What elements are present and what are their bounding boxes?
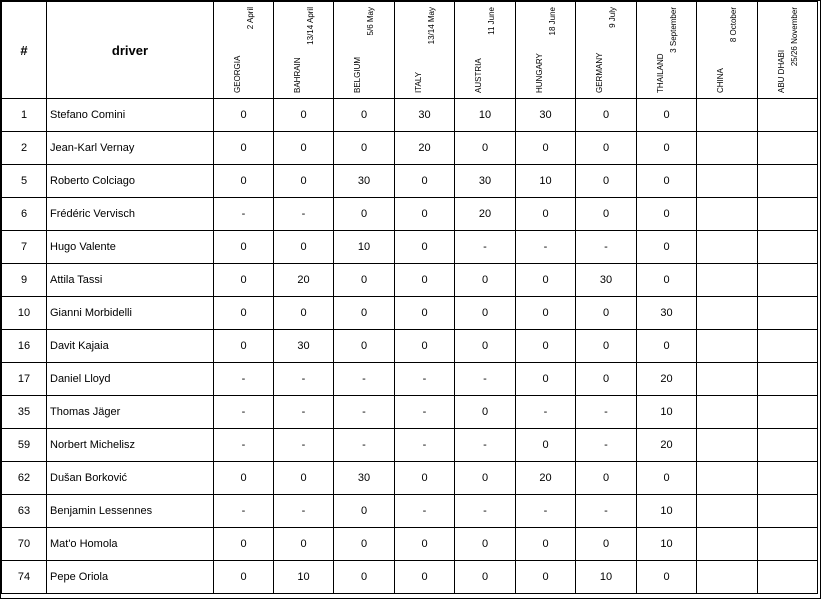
header-round	[758, 2, 818, 99]
points-cell: 0	[395, 462, 455, 495]
points-cell: 0	[214, 561, 274, 594]
round-country: AUSTRIA	[474, 58, 483, 93]
driver-name: Norbert Michelisz	[47, 429, 214, 462]
points-cell: 20	[274, 264, 334, 297]
points-cell: 20	[455, 198, 516, 231]
points-cell: 0	[576, 132, 637, 165]
points-cell: -	[455, 231, 516, 264]
header-number: #	[2, 2, 47, 99]
points-cell: 0	[576, 462, 637, 495]
driver-name: Stefano Comini	[47, 99, 214, 132]
header-round	[516, 2, 576, 99]
points-cell: 30	[274, 330, 334, 363]
points-cell: -	[576, 495, 637, 528]
points-cell	[758, 462, 818, 495]
driver-number: 10	[2, 297, 47, 330]
driver-name: Roberto Colciago	[47, 165, 214, 198]
points-cell: -	[455, 495, 516, 528]
points-cell: 0	[214, 330, 274, 363]
round-country: CHINA	[716, 68, 725, 93]
points-cell: 0	[637, 198, 697, 231]
points-cell	[758, 495, 818, 528]
standings-body	[2, 99, 818, 594]
driver-number: 16	[2, 330, 47, 363]
round-date: 11 June	[487, 7, 496, 35]
points-cell	[697, 462, 758, 495]
round-country: ABU DHABI	[776, 49, 786, 93]
driver-name: Dušan Borković	[47, 462, 214, 495]
points-cell: 0	[214, 264, 274, 297]
points-cell: 0	[334, 528, 395, 561]
points-cell: -	[334, 363, 395, 396]
round-label	[533, 7, 559, 93]
points-cell: 10	[637, 528, 697, 561]
points-cell: 0	[334, 132, 395, 165]
points-cell: -	[516, 396, 576, 429]
points-cell: -	[395, 396, 455, 429]
driver-number: 62	[2, 462, 47, 495]
points-cell: 0	[274, 165, 334, 198]
driver-name: Frédéric Vervisch	[47, 198, 214, 231]
header-round	[395, 2, 455, 99]
round-label	[412, 7, 438, 93]
points-cell: -	[576, 429, 637, 462]
driver-number: 2	[2, 132, 47, 165]
table-row	[2, 561, 818, 594]
points-cell: -	[395, 429, 455, 462]
points-cell: 0	[214, 132, 274, 165]
points-cell	[697, 495, 758, 528]
points-cell	[697, 297, 758, 330]
points-cell: 0	[274, 99, 334, 132]
points-cell: 0	[637, 264, 697, 297]
points-cell	[758, 99, 818, 132]
points-cell: 0	[576, 363, 637, 396]
points-cell: 0	[395, 528, 455, 561]
points-cell: 0	[455, 264, 516, 297]
round-country: GEORGIA	[232, 55, 242, 93]
points-cell: 0	[637, 99, 697, 132]
round-date: 13/14 April	[305, 7, 315, 45]
points-cell: 10	[274, 561, 334, 594]
driver-name: Jean-Karl Vernay	[47, 132, 214, 165]
points-cell: -	[334, 429, 395, 462]
points-cell: 0	[455, 396, 516, 429]
points-cell: 0	[214, 99, 274, 132]
points-cell: 0	[576, 99, 637, 132]
header-driver: driver	[47, 2, 214, 99]
round-label	[714, 7, 740, 93]
round-date: 8 October	[729, 7, 738, 43]
points-cell: -	[576, 231, 637, 264]
points-cell	[697, 165, 758, 198]
points-cell: -	[516, 495, 576, 528]
table-row	[2, 363, 818, 396]
points-cell: 0	[516, 528, 576, 561]
points-cell: 0	[637, 330, 697, 363]
table-row	[2, 396, 818, 429]
points-cell: 0	[274, 231, 334, 264]
points-cell: 0	[516, 264, 576, 297]
points-cell: -	[274, 198, 334, 231]
points-cell: -	[214, 495, 274, 528]
points-cell: 10	[334, 231, 395, 264]
round-label	[654, 7, 680, 93]
table-row	[2, 132, 818, 165]
points-cell: 0	[334, 561, 395, 594]
points-cell: 0	[274, 528, 334, 561]
points-cell: 0	[395, 231, 455, 264]
points-cell	[758, 297, 818, 330]
round-country: HUNGARY	[534, 53, 544, 93]
points-cell: 0	[334, 330, 395, 363]
points-cell: 30	[334, 462, 395, 495]
points-cell: 0	[516, 330, 576, 363]
points-cell	[697, 99, 758, 132]
points-cell	[758, 396, 818, 429]
points-cell: -	[395, 495, 455, 528]
points-cell: 0	[516, 363, 576, 396]
points-cell: 30	[395, 99, 455, 132]
points-cell	[758, 429, 818, 462]
points-cell: 0	[637, 231, 697, 264]
points-cell	[697, 231, 758, 264]
points-cell: 20	[516, 462, 576, 495]
table-row	[2, 297, 818, 330]
points-cell: -	[455, 429, 516, 462]
round-country: THAILAND	[655, 53, 665, 93]
driver-number: 63	[2, 495, 47, 528]
driver-number: 70	[2, 528, 47, 561]
points-cell	[758, 528, 818, 561]
points-cell: 0	[637, 132, 697, 165]
points-cell: -	[274, 495, 334, 528]
driver-number: 35	[2, 396, 47, 429]
points-cell: 0	[455, 297, 516, 330]
table-row	[2, 99, 818, 132]
driver-number: 6	[2, 198, 47, 231]
points-cell: 20	[637, 429, 697, 462]
points-cell	[697, 429, 758, 462]
points-cell: 0	[274, 462, 334, 495]
points-cell	[697, 561, 758, 594]
points-cell: 30	[637, 297, 697, 330]
round-date: 3 September	[668, 7, 678, 53]
points-cell: 10	[576, 561, 637, 594]
round-date: 9 July	[608, 7, 617, 28]
points-cell: -	[214, 429, 274, 462]
points-cell: 0	[214, 231, 274, 264]
header-row	[2, 2, 818, 99]
driver-number: 59	[2, 429, 47, 462]
points-cell	[697, 396, 758, 429]
round-label	[291, 7, 317, 93]
points-cell: 30	[455, 165, 516, 198]
table-row	[2, 495, 818, 528]
round-country: BELGIUM	[353, 56, 362, 93]
points-cell: -	[576, 396, 637, 429]
round-date: 5/6 May	[366, 7, 375, 36]
points-cell: 0	[214, 462, 274, 495]
points-cell	[697, 528, 758, 561]
driver-number: 74	[2, 561, 47, 594]
points-cell: 0	[274, 297, 334, 330]
points-cell: 0	[395, 264, 455, 297]
points-cell	[697, 132, 758, 165]
round-date: 18 June	[547, 7, 557, 36]
round-country: BAHRAIN	[292, 57, 302, 93]
points-cell: -	[214, 363, 274, 396]
driver-name: Benjamin Lessennes	[47, 495, 214, 528]
points-cell: 0	[576, 198, 637, 231]
points-cell: 10	[516, 165, 576, 198]
round-label	[593, 7, 619, 93]
points-cell: 0	[516, 132, 576, 165]
points-cell: 30	[334, 165, 395, 198]
driver-name: Pepe Oriola	[47, 561, 214, 594]
points-cell: -	[274, 429, 334, 462]
points-cell: 20	[637, 363, 697, 396]
table-row	[2, 198, 818, 231]
points-cell	[758, 132, 818, 165]
points-cell: 0	[576, 330, 637, 363]
points-cell: -	[214, 198, 274, 231]
points-cell: 0	[334, 495, 395, 528]
points-cell: 0	[576, 297, 637, 330]
header-round	[637, 2, 697, 99]
driver-name: Thomas Jäger	[47, 396, 214, 429]
header-round	[455, 2, 516, 99]
table-row	[2, 330, 818, 363]
points-cell: 0	[214, 165, 274, 198]
driver-number: 17	[2, 363, 47, 396]
points-cell: -	[274, 363, 334, 396]
points-cell: 0	[395, 330, 455, 363]
driver-name: Hugo Valente	[47, 231, 214, 264]
points-cell: 0	[576, 528, 637, 561]
table-row	[2, 165, 818, 198]
points-cell: 0	[455, 462, 516, 495]
points-cell	[697, 330, 758, 363]
points-cell: 0	[274, 132, 334, 165]
points-cell: -	[274, 396, 334, 429]
round-country: ITALY	[413, 71, 423, 93]
points-cell	[758, 165, 818, 198]
points-cell: 0	[516, 561, 576, 594]
header-round	[576, 2, 637, 99]
points-cell	[758, 264, 818, 297]
points-cell: 0	[455, 132, 516, 165]
table-row	[2, 231, 818, 264]
table-row	[2, 462, 818, 495]
round-date: 25/26 November	[789, 7, 799, 67]
round-label	[775, 7, 801, 93]
driver-name: Attila Tassi	[47, 264, 214, 297]
points-cell	[697, 198, 758, 231]
driver-number: 5	[2, 165, 47, 198]
points-cell: 0	[334, 297, 395, 330]
points-cell: 0	[214, 528, 274, 561]
points-cell: 0	[576, 165, 637, 198]
table-row	[2, 528, 818, 561]
driver-number: 9	[2, 264, 47, 297]
points-cell: 0	[395, 561, 455, 594]
points-cell: 0	[637, 561, 697, 594]
round-label	[231, 7, 257, 93]
points-cell: 10	[637, 495, 697, 528]
points-cell	[758, 363, 818, 396]
points-cell: 0	[214, 297, 274, 330]
round-label	[351, 7, 377, 93]
points-cell	[697, 363, 758, 396]
points-cell: 0	[455, 561, 516, 594]
header-round	[214, 2, 274, 99]
points-cell	[758, 330, 818, 363]
round-country: GERMANY	[595, 52, 604, 93]
driver-name: Mat'o Homola	[47, 528, 214, 561]
driver-name: Daniel Lloyd	[47, 363, 214, 396]
round-date: 13/14 May	[426, 7, 436, 45]
points-cell	[697, 264, 758, 297]
driver-name: Davit Kajaia	[47, 330, 214, 363]
driver-number: 1	[2, 99, 47, 132]
points-cell: 0	[395, 198, 455, 231]
points-cell: 0	[455, 330, 516, 363]
points-cell: 0	[395, 165, 455, 198]
points-cell: -	[214, 396, 274, 429]
points-cell: 0	[637, 462, 697, 495]
points-cell: 10	[637, 396, 697, 429]
points-cell: 0	[334, 264, 395, 297]
driver-number: 7	[2, 231, 47, 264]
round-label	[472, 7, 498, 93]
header-round	[334, 2, 395, 99]
points-cell: 0	[334, 99, 395, 132]
points-cell: -	[455, 363, 516, 396]
standings-table	[1, 1, 818, 594]
points-cell: 30	[576, 264, 637, 297]
points-cell: 10	[455, 99, 516, 132]
header-round	[274, 2, 334, 99]
points-cell: 20	[395, 132, 455, 165]
table-row	[2, 264, 818, 297]
points-cell: -	[395, 363, 455, 396]
header-round	[697, 2, 758, 99]
points-cell	[758, 231, 818, 264]
points-cell	[758, 561, 818, 594]
points-cell: 0	[395, 297, 455, 330]
points-cell: -	[334, 396, 395, 429]
points-cell: 0	[516, 429, 576, 462]
points-cell: 0	[516, 198, 576, 231]
points-cell	[758, 198, 818, 231]
points-cell: 30	[516, 99, 576, 132]
points-cell: 0	[637, 165, 697, 198]
points-cell: 0	[455, 528, 516, 561]
points-cell: 0	[334, 198, 395, 231]
points-cell: 0	[516, 297, 576, 330]
points-cell: -	[516, 231, 576, 264]
round-date: 2 April	[245, 7, 255, 30]
table-row	[2, 429, 818, 462]
driver-name: Gianni Morbidelli	[47, 297, 214, 330]
